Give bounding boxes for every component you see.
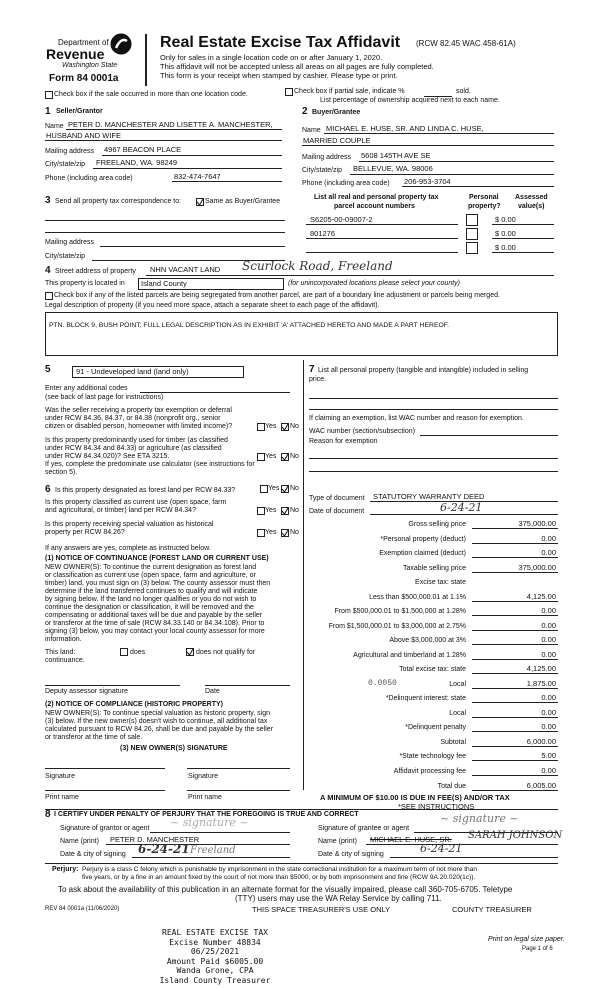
notice-1-line: compensating or additional taxes will be due and payable by the seller — [45, 612, 263, 619]
grantee-sig-label: Signature of grantee or agent — [318, 825, 410, 832]
does-not-qualify-checkbox[interactable] — [186, 648, 194, 656]
does-label: does — [130, 649, 146, 656]
parcel-number[interactable]: 801276 — [310, 229, 336, 238]
seller-name-1[interactable]: PETER D. MANCHESTER AND LISETTE A. MANCHESTER, — [68, 120, 273, 129]
grantor-city[interactable]: Freeland — [190, 845, 236, 856]
historic-yes-checkbox[interactable] — [257, 529, 265, 537]
agency-name: Revenue — [46, 46, 105, 62]
forest-yes-checkbox[interactable] — [260, 485, 268, 493]
personal-property-checkbox[interactable] — [466, 242, 478, 254]
tax-value[interactable]: 6,000.00 — [526, 737, 556, 746]
assessed-value[interactable]: $ 0.00 — [495, 229, 516, 238]
sec7-text-1: List all personal property (tangible and intangible) included in selling — [318, 367, 529, 374]
dept-line: Department of — [58, 38, 109, 47]
legal-paper-note: Print on legal size paper. — [488, 936, 565, 943]
current-use-yes-checkbox[interactable] — [257, 507, 265, 515]
seller-phone[interactable]: 832-474-7647 — [174, 172, 221, 181]
q-exemption-3: citizen or disabled person, homeowner with limited income)? — [45, 423, 233, 430]
sec7-num: 7 — [309, 364, 315, 375]
stamp-line: Excise Number 48834 — [169, 937, 261, 947]
street-handwritten: Scurlock Road, Freeland — [242, 259, 393, 273]
if-yes-note: If any answers are yes, complete as instructed below. — [45, 545, 211, 552]
sec3-text: Send all property tax correspondence to: — [55, 198, 182, 205]
seller-addr-label: Mailing address — [45, 148, 95, 155]
segregated-label: Check box if any of the listed parcels are being segregated from another parcel, are part of a boundary line adjustment or parcels being merged. — [54, 292, 500, 299]
no-label: No — [290, 485, 299, 492]
local-rate: 0.0050 — [368, 679, 397, 688]
land-use-code: 91 - Undeveloped land (land only) — [76, 367, 189, 376]
notice-1-line: continue the designation or classification, it will be removed and the — [45, 604, 254, 611]
tax-value[interactable]: 0.00 — [541, 708, 556, 717]
exemption-no-checkbox[interactable] — [281, 423, 289, 431]
legal-description-field[interactable] — [45, 312, 558, 356]
grantor-date[interactable]: 6-24-21 — [138, 842, 190, 856]
tax-label: Total excise tax: state — [399, 666, 466, 673]
grantee-name-hand[interactable]: SARAH JOHNSON — [468, 830, 563, 841]
tax-value[interactable]: 6,005.00 — [526, 781, 556, 790]
alt-format-2: (TTY) users may use the WA Relay Service by calling 711. — [235, 894, 442, 903]
seller-heading: Seller/Grantor — [56, 108, 103, 115]
same-as-buyer-label: Same as Buyer/Grantee — [205, 198, 281, 205]
tax-label: From $500,000.01 to $1,500,000 at 1.28% — [334, 608, 466, 615]
same-as-buyer-checkbox[interactable] — [196, 198, 204, 206]
buyer-name-2[interactable]: MARRIED COUPLE — [303, 136, 371, 145]
rcw-ref: (RCW 82.45 WAC 458-61A) — [416, 39, 516, 48]
tax-label: Total due — [437, 783, 466, 790]
grantee-name-label: Name (print) — [318, 838, 357, 845]
unincorp-note: (for unincorporated locations please select your county) — [288, 280, 460, 287]
tax-value[interactable]: 375,000.00 — [518, 563, 556, 572]
grantor-date-label: Date & city of signing — [60, 851, 126, 858]
notice-1-line: NEW OWNER(S): To continue the current designation as forest land — [45, 564, 257, 571]
assessed-hdr-1: Assessed — [515, 194, 548, 201]
q-exemption-1: Was the seller receiving a property tax exemption or deferral — [45, 407, 232, 414]
stamp-line: REAL ESTATE EXCISE TAX — [162, 928, 268, 937]
dor-logo — [110, 33, 132, 55]
notice-1-line: signing (3) below, you may contact your local county assessor for more — [45, 628, 265, 635]
forest-no-checkbox[interactable] — [281, 485, 289, 493]
tax-value[interactable]: 0.00 — [541, 621, 556, 630]
tax-label: Exemption claimed (deduct) — [379, 550, 466, 557]
note-1: Only for sales in a single location code on or after January 1, 2020. — [160, 53, 383, 62]
parcel-hdr-1: List all real and personal property tax — [314, 194, 439, 201]
perjury-line-2: five years, or by a fine in an amount fixed by the court of not more than $5000, or by both imprisonment and fine (RCW 9A.20.020(1c)). — [82, 874, 476, 881]
yes-label: Yes — [265, 453, 277, 460]
rev-number: REV 84 0001a (11/06/2020) — [45, 906, 120, 912]
multi-location-label: Check box if the sale occurred in more than one location code. — [54, 91, 248, 98]
tax-value[interactable]: 1,875.00 — [526, 679, 556, 688]
partial-sale-checkbox[interactable] — [285, 88, 293, 96]
notice-2-title: (2) NOTICE OF COMPLIANCE (HISTORIC PROPERTY) — [45, 701, 223, 708]
buyer-name-label: Name — [302, 127, 321, 134]
ownership-note: List percentage of ownership acquired next to each name. — [320, 97, 500, 104]
parcel-number[interactable]: S6205-00-09007-2 — [310, 215, 373, 224]
tax-label: Local — [449, 710, 466, 717]
no-label: No — [290, 423, 299, 430]
seller-phone-label: Phone (including area code) — [45, 175, 133, 182]
tax-label: Gross selling price — [408, 521, 466, 528]
doc-date-label: Date of document — [309, 508, 365, 515]
q-current-use-1: Is this property classified as current use (open space, farm — [45, 499, 227, 506]
new-owner-print-label-2: Print name — [188, 794, 222, 801]
notice-1-title: (1) NOTICE OF CONTINUANCE (FOREST LAND OR CURRENT USE) — [45, 555, 269, 562]
tax-label: From $1,500,000.01 to $3,000,000 at 2.75% — [328, 623, 466, 630]
yes-label: Yes — [265, 423, 277, 430]
yes-label: Yes — [265, 507, 277, 514]
sec6-num: 6 — [45, 484, 51, 495]
stamp-line: Island County Treasurer — [159, 975, 271, 985]
grantor-name-label: Name (print) — [60, 838, 99, 845]
tax-label: Local — [449, 681, 466, 688]
buyer-phone-label: Phone (including area code) — [302, 180, 390, 187]
q-historic-2: property per RCW 84.26? — [45, 529, 125, 536]
partial-sale-label: Check box if partial sale, indicate % — [294, 88, 405, 95]
timber-no-checkbox[interactable] — [281, 453, 289, 461]
no-label: No — [290, 453, 299, 460]
personal-hdr-2: property? — [468, 203, 501, 210]
note-3: This form is your receipt when stamped by cashier. Please type or print. — [160, 71, 398, 80]
timber-yes-checkbox[interactable] — [257, 453, 265, 461]
tax-value[interactable]: 0.00 — [541, 766, 556, 775]
sec3-city-label: City/state/zip — [45, 253, 86, 260]
sec8-num: 8 — [45, 809, 51, 820]
buyer-city[interactable]: BELLEVUE, WA. 98006 — [353, 164, 433, 173]
q-forest: Is this property designated as forest land per RCW 84.33? — [55, 487, 236, 494]
buyer-heading: Buyer/Grantee — [312, 109, 361, 116]
buyer-name-1[interactable]: MICHAEL E. HUSE, SR. AND LINDA C. HUSE, — [326, 124, 484, 133]
notice-2-line: calculated pursuant to RCW 84.26, shall be due and payable by the seller — [45, 726, 274, 733]
exemption-yes-checkbox[interactable] — [257, 423, 265, 431]
agency-state: Washington State — [62, 62, 118, 69]
q-timber-1: Is this property predominantly used for timber (as classified — [45, 437, 228, 444]
buyer-addr-label: Mailing address — [302, 154, 352, 161]
certify-text: I CERTIFY UNDER PENALTY OF PERJURY THAT THE FOREGOING IS TRUE AND CORRECT — [54, 811, 359, 818]
buyer-addr[interactable]: 5608 145TH AVE SE — [361, 151, 431, 160]
q-historic-1: Is this property receiving special valuation as historical — [45, 521, 214, 528]
tax-value[interactable]: 0.00 — [541, 606, 556, 615]
does-qualify-checkbox[interactable] — [120, 648, 128, 656]
grantee-signature[interactable]: ~ signature ~ — [440, 812, 519, 825]
legal-description: PTN. BLOCK 9, BUSH POINT; FULL LEGAL DESCRIPTION AS IN EXHIBIT 'A' ATTACHED HERETO AND MADE A PART HEREOF. — [49, 322, 450, 329]
notice-2-line: or transferor at the time of sale. — [45, 734, 143, 741]
tax-value[interactable]: 5.00 — [541, 751, 556, 760]
street-address[interactable]: NHN VACANT LAND — [150, 265, 221, 274]
tax-value[interactable]: 0.00 — [541, 548, 556, 557]
minimum-notice: A MINIMUM OF $10.00 IS DUE IN FEE(S) AND/OR TAX — [320, 793, 510, 802]
personal-property-checkbox[interactable] — [466, 228, 478, 240]
this-land-label: This land: — [45, 649, 76, 656]
seller-addr[interactable]: 4967 BEACON PLACE — [104, 145, 182, 154]
grantee-date[interactable]: 6-24-21 — [420, 842, 463, 855]
notice-2-line: NEW OWNER(S): To continue special valuation as historic property, sign — [45, 710, 270, 717]
tax-label: *State technology fee — [399, 753, 466, 760]
perjury-label: Perjury: — [52, 866, 79, 873]
deputy-sig-label: Deputy assessor signature — [45, 688, 128, 695]
tax-value[interactable]: 0.00 — [541, 635, 556, 644]
see-instructions: *SEE INSTRUCTIONS — [398, 802, 475, 811]
stamp-line: 06/25/2021 — [190, 947, 240, 956]
tax-label: Excise tax: state — [415, 579, 466, 586]
form-title: Real Estate Excise Tax Affidavit — [160, 34, 401, 51]
buyer-city-label: City/state/zip — [302, 167, 343, 174]
seller-city[interactable]: FREELAND, WA. 98249 — [96, 158, 178, 167]
stamp-line: Wanda Grone, CPA — [176, 966, 254, 975]
seller-name-2[interactable]: HUSBAND AND WIFE — [46, 131, 122, 140]
stamp-line: Amount Paid $6005.00 — [166, 956, 264, 966]
grantor-signature[interactable]: ~ signature ~ — [170, 816, 249, 829]
notice-3-title: (3) NEW OWNER(S) SIGNATURE — [120, 745, 228, 752]
treasurer-use: THIS SPACE TREASURER'S USE ONLY — [252, 905, 391, 914]
notice-1-line: timber) land, you must sign on (3) below. The county assessor must then — [45, 580, 271, 587]
legal-label: Legal description of property (if you need more space, attach a separate sheet to each page of the affidavit). — [45, 302, 380, 309]
does-not-label: does not qualify for — [196, 649, 256, 656]
tax-label: Taxable selling price — [402, 565, 466, 572]
seller-num: 1 — [45, 106, 51, 117]
reason-label: Reason for exemption — [309, 438, 378, 445]
tax-value[interactable]: 4,125.00 — [526, 592, 556, 601]
tax-value[interactable]: 375,000.00 — [518, 519, 556, 528]
notice-1-line: or classification as current use (open space, farm and agriculture, or — [45, 572, 256, 579]
personal-property-checkbox[interactable] — [466, 214, 478, 226]
alt-format-1: To ask about the availability of this publication in an alternate format for the visually impaired, please call 360-705-6705. Teletype — [58, 885, 513, 894]
no-label: No — [290, 507, 299, 514]
street-label: Street address of property — [55, 268, 136, 275]
note-2: This affidavit will not be accepted unless all areas on all pages are fully completed. — [160, 62, 434, 71]
historic-no-checkbox[interactable] — [281, 529, 289, 537]
segregated-checkbox[interactable] — [45, 292, 53, 300]
tax-label: Affidavit processing fee — [393, 768, 466, 775]
q-current-use-2: and agricultural, or timber) land per RCW 84.34? — [45, 507, 196, 514]
tax-label: Agricultural and timberland at 1.28% — [353, 652, 466, 659]
buyer-phone[interactable]: 206-953-3704 — [404, 177, 451, 186]
q-exemption-2: under RCW 84.36, 84.37, or 84.38 (nonprofit org., senior — [45, 415, 221, 422]
new-owner-print-label: Print name — [45, 794, 79, 801]
county-value: Island County — [141, 279, 187, 288]
assessed-hdr-2: value(s) — [518, 203, 545, 210]
addl-codes-note: (see back of last page for instructions) — [45, 394, 164, 401]
q-timber-2: under RCW 84.34 and 84.33) or agriculture (as classified — [45, 445, 222, 452]
q-timber-3: under RCW 84.34.020)? See ETA 3215. — [45, 453, 170, 460]
page-number: Page 1 of 6 — [522, 946, 553, 952]
new-owner-sig-label: Signature — [45, 773, 75, 780]
sec3-num: 3 — [45, 195, 51, 206]
notice-1-line: information. — [45, 636, 82, 643]
tax-label: Less than $500,000.01 at 1.1% — [369, 594, 466, 601]
addl-codes-label: Enter any additional codes — [45, 385, 128, 392]
form-number: Form 84 0001a — [49, 73, 119, 84]
doc-date[interactable]: 6-24-21 — [440, 501, 483, 514]
buyer-num: 2 — [302, 106, 308, 117]
this-land-label-2: continuance. — [45, 657, 85, 664]
yes-label: Yes — [265, 529, 277, 536]
doc-type-label: Type of document — [309, 495, 365, 502]
tax-value[interactable]: 0.00 — [541, 650, 556, 659]
tax-label: *Delinquent interest: state — [385, 695, 466, 702]
parcel-hdr-2: parcel account numbers — [334, 203, 415, 210]
sec5-num: 5 — [45, 364, 51, 375]
assessed-value[interactable]: $ 0.00 — [495, 215, 516, 224]
assessed-value[interactable]: $ 0.00 — [495, 243, 516, 252]
seller-name-label: Name — [45, 123, 64, 130]
treasurer-stamp — [150, 928, 280, 985]
sec3-mailing-label: Mailing address — [45, 239, 95, 246]
partial-sold: sold. — [456, 88, 471, 95]
tax-value[interactable]: 4,125.00 — [526, 664, 556, 673]
notice-2-line: (3) below. If the new owner(s) doesn't wish to continue, all additional tax — [45, 718, 268, 725]
perjury-line-1: Perjury is a class C felony which is punishable by imprisonment in the state correctional institution for a maximum term of not more than — [82, 866, 478, 873]
tax-label: *Delinquent penalty — [405, 724, 466, 731]
seller-city-label: City/state/zip — [45, 161, 86, 168]
tax-label: Above $3,000,000 at 3% — [389, 637, 466, 644]
located-label: This property is located in — [45, 280, 125, 287]
notice-1-line: by signing below. If the land no longer qualifies or you do not wish to — [45, 596, 257, 603]
sec4-num: 4 — [45, 265, 51, 276]
notice-1-line: determine if the land transferred continues to qualify and will indicate — [45, 588, 258, 595]
tax-value[interactable]: 0.00 — [541, 693, 556, 702]
q-timber-4: If yes, complete the predominate use calculator (see instructions for — [45, 461, 255, 468]
current-use-no-checkbox[interactable] — [281, 507, 289, 515]
yes-label: Yes — [268, 485, 280, 492]
tax-label: Subtotal — [440, 739, 466, 746]
wac-label: WAC number (section/subsection) — [309, 428, 415, 435]
notice-1-line: or transferor at the time of sale (RCW 84.33.140 or 84.34.108). Prior to — [45, 620, 265, 627]
tax-label: *Personal property (deduct) — [380, 536, 466, 543]
grantor-sig-label: Signature of grantor or agent — [60, 825, 150, 832]
county-treasurer: COUNTY TREASURER — [452, 905, 532, 914]
doc-type[interactable]: STATUTORY WARRANTY DEED — [373, 492, 485, 501]
grantee-name-struck: MICHAEL E. HUSE, SR. — [370, 835, 452, 844]
exemption-instruction: If claiming an exemption, list WAC number and reason for exemption. — [309, 415, 524, 422]
q-timber-5: section 5). — [45, 469, 78, 476]
personal-hdr-1: Personal — [469, 194, 499, 201]
no-label: No — [290, 529, 299, 536]
multi-location-checkbox[interactable] — [45, 91, 53, 99]
sec7-text-2: price. — [309, 376, 327, 383]
grantor-name[interactable]: PETER D. MANCHESTER — [110, 835, 200, 844]
grantee-date-label: Date & city of signing — [318, 851, 384, 858]
tax-value[interactable]: 0.00 — [541, 722, 556, 731]
new-owner-sig-label-2: Signature — [188, 773, 218, 780]
deputy-date-label: Date — [205, 688, 220, 695]
tax-value[interactable]: 0.00 — [541, 534, 556, 543]
